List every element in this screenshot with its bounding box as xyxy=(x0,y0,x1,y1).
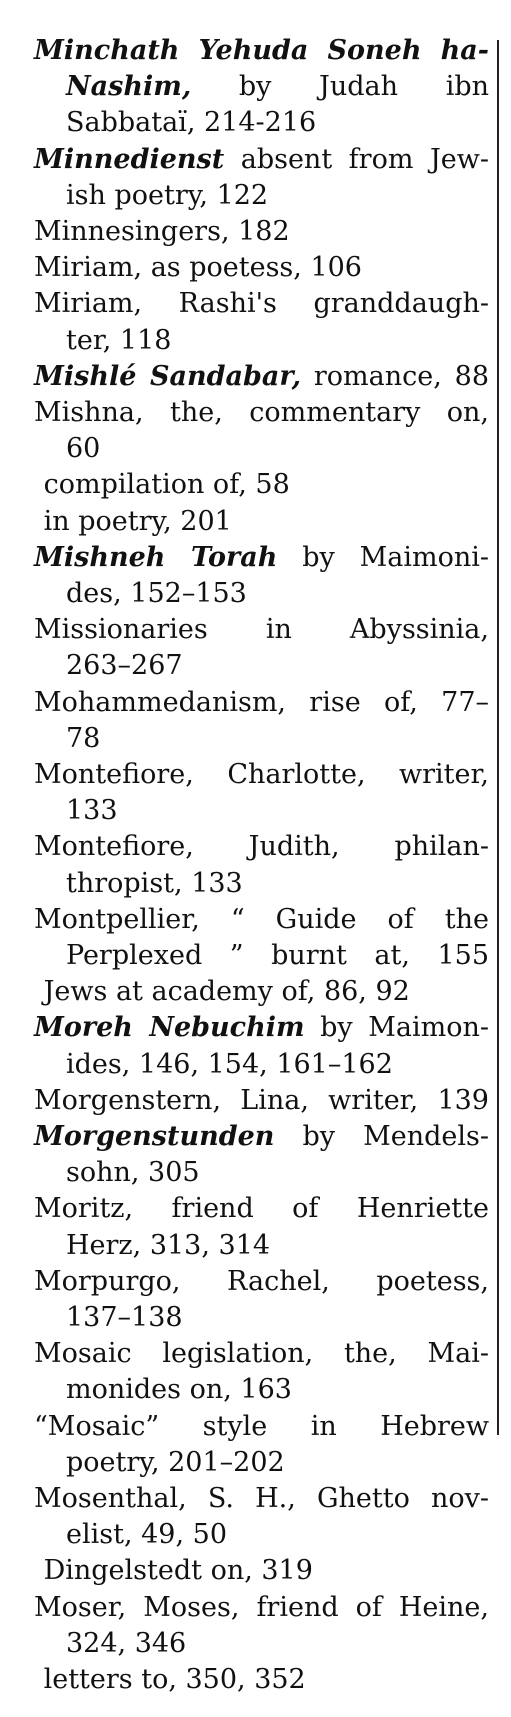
entry-text: “Mosaic” style in Hebrew xyxy=(34,1410,489,1442)
index-entry-continuation xyxy=(66,1627,489,1661)
entry-text: Perplexed ” burnt at, 155 xyxy=(66,940,489,971)
index-entry-continuation xyxy=(66,649,489,683)
entry-text: Miriam, Rashi's granddaugh- xyxy=(34,288,489,320)
entry-text: ish poetry, 122 xyxy=(66,179,269,211)
index-entry-continuation xyxy=(44,505,489,539)
entry-text: Mosaic legislation, the, Mai- xyxy=(34,1338,489,1370)
italic-title: Moreh Nebuchim xyxy=(34,1012,305,1044)
index-entry-heading xyxy=(34,287,489,321)
entry-text: absent from Jew- xyxy=(224,143,489,175)
entry-text: ter, 118 xyxy=(66,324,172,356)
entry-text: 263–267 xyxy=(66,650,183,682)
index-entry-heading xyxy=(34,251,489,285)
italic-title: Mishneh Torah xyxy=(34,541,278,573)
entry-text: poetry, 201–202 xyxy=(66,1446,285,1478)
entry-text: Miriam, as poetess, 106 xyxy=(34,252,362,284)
index-entry-continuation xyxy=(66,1156,489,1190)
entry-text: thropist, 133 xyxy=(66,867,243,899)
index-entry-continuation xyxy=(66,1446,489,1480)
index-entry-heading xyxy=(34,1192,489,1226)
entry-text: letters to, 350, 352 xyxy=(43,1664,306,1695)
entry-text: 137–138 xyxy=(66,1302,183,1333)
index-entry-continuation xyxy=(66,1518,489,1552)
entry-text: in poetry, 201 xyxy=(43,505,232,537)
index-entry-continuation xyxy=(66,1229,489,1263)
index-entry-heading xyxy=(34,758,489,792)
index-entry-heading xyxy=(34,34,489,68)
entry-text: Mohammedanism, rise of, 77– xyxy=(34,686,489,718)
index-entry-heading xyxy=(34,215,489,249)
entry-text: 78 xyxy=(66,722,101,754)
entry-text: 60 xyxy=(66,433,101,465)
index-entry-heading xyxy=(34,903,489,937)
index-entry-heading xyxy=(34,1591,489,1625)
italic-title: Minchath Yehuda Soneh ha- xyxy=(34,35,489,66)
index-entry-continuation xyxy=(44,975,489,1009)
index-entry-continuation xyxy=(66,106,489,140)
index-entry-heading xyxy=(34,143,489,177)
entry-text: Moser, Moses, friend of Heine, xyxy=(34,1591,489,1623)
index-entry-continuation xyxy=(66,324,489,358)
entry-text: ides, 146, 154, 161–162 xyxy=(66,1048,393,1080)
entry-text: Mishna, the, commentary on, xyxy=(34,397,489,428)
entry-text: Morpurgo, Rachel, poetess, xyxy=(34,1265,489,1297)
entry-text: Missionaries in Abyssinia, xyxy=(34,614,489,646)
index-entry-heading xyxy=(34,1410,489,1444)
entry-text: Montefiore, Charlotte, writer, xyxy=(34,759,489,790)
entry-text: sohn, 305 xyxy=(66,1157,200,1189)
index-entry-heading xyxy=(34,1084,489,1118)
entry-text: Mosenthal, S. H., Ghetto nov- xyxy=(34,1483,489,1514)
entry-text: by Maimon- xyxy=(304,1012,489,1044)
entry-text: by Mendels- xyxy=(274,1121,489,1152)
italic-title: Minnedienst xyxy=(34,143,225,175)
index-entry-continuation xyxy=(66,432,489,466)
index-entry-continuation xyxy=(66,70,489,104)
index-entry-heading xyxy=(34,1337,489,1371)
entry-text: Montefiore, Judith, philan- xyxy=(34,831,489,863)
index-entry-heading xyxy=(34,396,489,430)
italic-title: Mishlé Sandabar, xyxy=(34,360,302,392)
italic-title: Morgenstunden xyxy=(34,1121,275,1152)
entry-text: 133 xyxy=(66,795,118,827)
index-entry-continuation xyxy=(44,468,489,502)
column-rule xyxy=(497,40,499,1435)
entry-text: Dingelstedt on, 319 xyxy=(43,1555,313,1587)
entry-text: by Judah ibn xyxy=(191,71,489,103)
entry-text: elist, 49, 50 xyxy=(66,1519,227,1551)
index-entry-heading xyxy=(34,541,489,575)
entry-text: by Maimoni- xyxy=(277,541,489,573)
entry-text: des, 152–153 xyxy=(66,578,247,609)
index-entry-heading xyxy=(34,1120,489,1154)
index-entry-continuation xyxy=(66,179,489,213)
entry-text: Jews at academy of, 86, 92 xyxy=(43,976,410,1008)
index-entry-continuation xyxy=(66,939,489,973)
index-entry-continuation xyxy=(66,577,489,611)
index-entry-heading xyxy=(34,360,489,394)
entry-text: compilation of, 58 xyxy=(43,469,290,501)
index-entry-continuation xyxy=(66,1373,489,1407)
index-entry-heading xyxy=(34,613,489,647)
italic-title: Nashim, xyxy=(66,71,192,103)
index-entry-continuation xyxy=(66,1048,489,1082)
entry-text: Minnesingers, 182 xyxy=(34,216,290,247)
index-entry-heading xyxy=(34,1482,489,1516)
entry-text: Herz, 313, 314 xyxy=(66,1229,271,1261)
entry-text: Montpellier, “ Guide of the xyxy=(34,903,489,935)
index-entry-heading xyxy=(34,830,489,864)
entry-text: romance, 88 xyxy=(301,360,489,392)
entry-text: Morgenstern, Lina, writer, 139 xyxy=(34,1084,489,1116)
index-entry-continuation xyxy=(66,1301,489,1335)
index-entry-continuation xyxy=(44,1554,489,1588)
index-entry-continuation xyxy=(66,867,489,901)
entry-text: Sabbataï, 214-216 xyxy=(66,107,317,139)
entry-text: monides on, 163 xyxy=(66,1374,292,1406)
index-entry-heading xyxy=(34,1011,489,1045)
index-entry-continuation xyxy=(44,1663,489,1697)
index-entry-continuation xyxy=(66,722,489,756)
entry-text: 324, 346 xyxy=(66,1627,187,1659)
index-entry-heading xyxy=(34,686,489,720)
entry-text: Moritz, friend of Henriette xyxy=(34,1193,489,1225)
index-entry-continuation xyxy=(66,794,489,828)
index-entry-heading xyxy=(34,1265,489,1299)
